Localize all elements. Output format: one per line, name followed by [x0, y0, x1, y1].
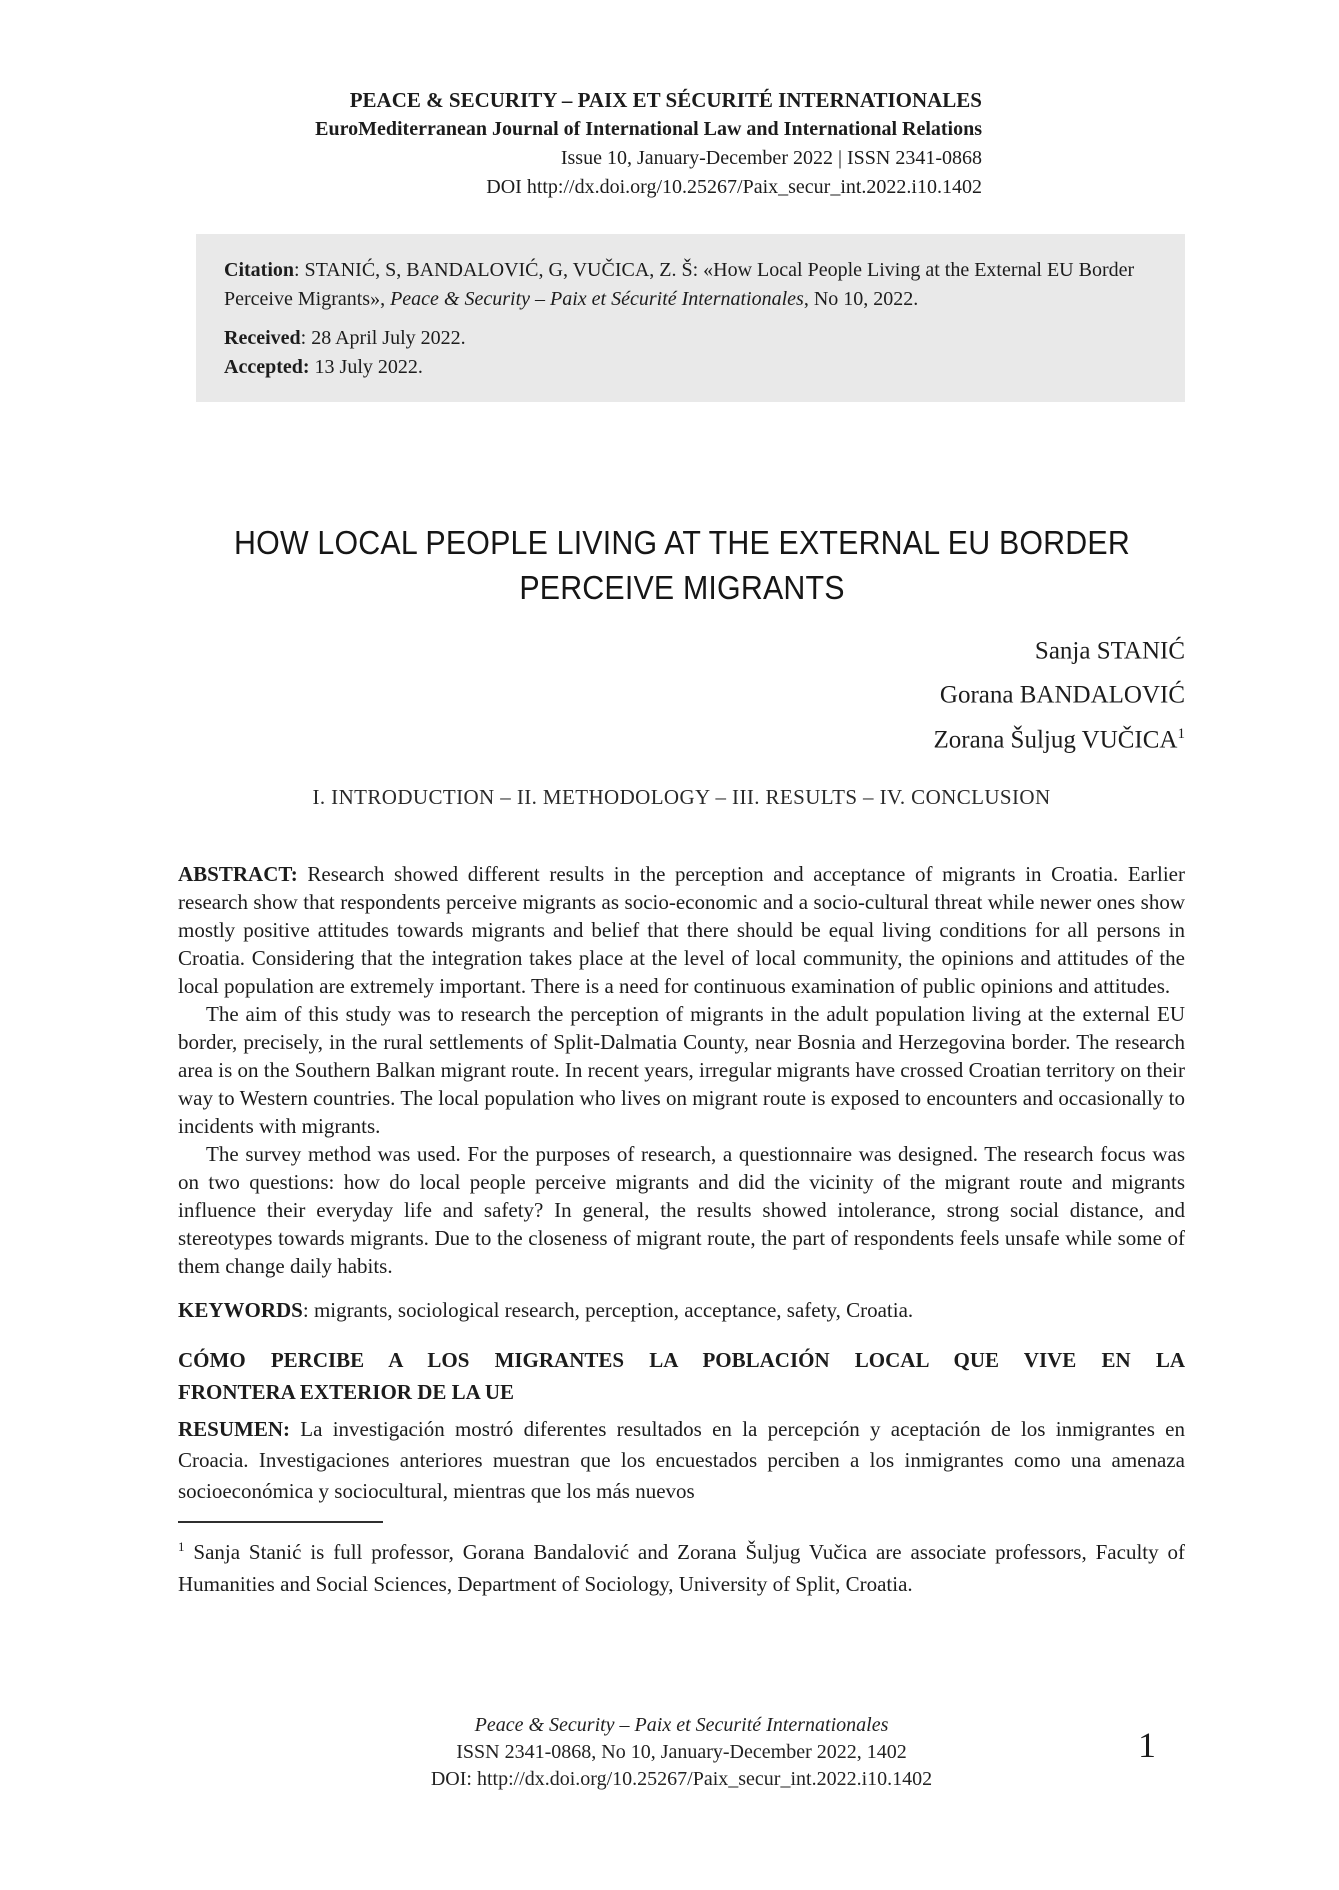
author-name: Zorana Šuljug VUČICA	[933, 725, 1178, 753]
abstract-section	[178, 860, 1185, 1324]
footnote-separator	[178, 1521, 383, 1523]
footnote-text: Sanja Stanić is full professor, Gorana Bandalović and Zorana Šuljug Vučica are associate professors, Faculty of Humanities and Social Sciences, Department of Sociology, University of Split, Croatia.	[178, 1539, 1185, 1596]
accepted-line	[224, 353, 1157, 382]
received-date: : 28 April July 2022.	[300, 327, 466, 349]
author-line	[178, 715, 1185, 759]
citation-text-end: , No 10, 2022.	[803, 288, 919, 310]
author-name: Gorana BANDALOVIĆ	[939, 681, 1185, 709]
journal-subtitle: EuroMediterranean Journal of International Law and International Relations	[315, 118, 982, 140]
keywords-line	[178, 1296, 1185, 1324]
footer-issn-line: ISSN 2341-0868, No 10, January-December 2022, 1402	[456, 1741, 907, 1763]
spanish-title-line-1: CÓMO PERCIBE A LOS MIGRANTES LA POBLACIÓN LOCAL QUE VIVE EN LA	[178, 1347, 1185, 1372]
footnote	[178, 1531, 1185, 1600]
content-column	[178, 0, 1185, 1600]
journal-masthead	[178, 0, 982, 202]
spanish-title	[178, 1344, 1185, 1408]
author-footnote-ref: 1	[1177, 725, 1185, 742]
authors-block	[178, 626, 1185, 759]
abstract-label: ABSTRACT:	[178, 861, 298, 886]
author-name: Sanja STANIĆ	[1034, 637, 1185, 665]
accepted-date: 13 July 2022.	[309, 356, 423, 378]
keywords-label: KEYWORDS	[178, 1297, 303, 1322]
received-label: Received	[224, 327, 301, 349]
page-number: 1	[1138, 1725, 1156, 1765]
received-line	[224, 324, 1157, 353]
abstract-paragraph-2: The aim of this study was to research the perception of migrants in the adult population living at the external EU border, precisely, in the rural settlements of Split-Dalmatia County, near Bosnia and Herzegovina border. The research area is on the Southern Balkan migrant route. In recent years, irregular migrants have crossed Croatian territory on their way to Western countries. The local population who lives on migrant route is exposed to encounters and occasionally to incidents with migrants.	[178, 1001, 1185, 1138]
citation-box	[196, 234, 1185, 402]
resumen-label: RESUMEN:	[178, 1416, 291, 1441]
dates-block	[224, 324, 1157, 382]
issue-info: Issue 10, January-December 2022 | ISSN 2341-0868	[560, 147, 982, 169]
abstract-paragraph	[178, 860, 1185, 1000]
resumen-text: La investigación mostró diferentes resultados en la percepción y aceptación de los inmigrantes en Croacia. Investigaciones anteriores muestran que los encuestados perciben a los inmigrantes como una amenaza socioeconómica y sociocultural, mientras que los más nuevos	[178, 1416, 1185, 1503]
journal-title: PEACE & SECURITY – PAIX ET SÉCURITÉ INTERNATIONALES	[349, 88, 982, 112]
spanish-title-line-2: FRONTERA EXTERIOR DE LA UE	[178, 1379, 515, 1404]
author-line	[178, 626, 1185, 670]
keywords-text: : migrants, sociological research, perception, acceptance, safety, Croatia.	[302, 1297, 914, 1322]
doi-header: DOI http://dx.doi.org/10.25267/Paix_secur_int.2022.i10.1402	[486, 176, 982, 198]
article-title: HOW LOCAL PEOPLE LIVING AT THE EXTERNAL EU BORDER PERCEIVE MIGRANTS	[233, 524, 1130, 606]
citation-label: Citation	[224, 259, 294, 281]
abstract-paragraph-3: The survey method was used. For the purposes of research, a questionnaire was designed. The research focus was on two questions: how do local people perceive migrants and did the vicinity of the migrant route and migrants influence their everyday life and safety? In general, the results showed intolerance, strong social distance, and stereotypes towards migrants. Due to the closeness of migrant route, the part of respondents feels unsafe while some of them change daily habits.	[178, 1141, 1185, 1278]
footer-doi-line: DOI: http://dx.doi.org/10.25267/Paix_secur_int.2022.i10.1402	[430, 1768, 933, 1790]
citation-journal-name: Peace & Security – Paix et Sécurité Internationales	[390, 288, 804, 310]
author-line	[178, 670, 1185, 714]
page-footer	[178, 1712, 1185, 1793]
abstract-text: Research showed different results in the perception and acceptance of migrants in Croatia. Earlier research show that respondents perceive migrants as socio-economic and a socio-cultural threat while newer ones show mostly positive attitudes towards migrants and belief that there should be equal living conditions for all persons in Croatia. Considering that the integration takes place at the level of local community, the opinions and attitudes of the local population are extremely important. There is a need for continuous examination of public opinions and attitudes.	[178, 861, 1185, 998]
resumen-paragraph	[178, 1414, 1185, 1507]
footer-journal-name: Peace & Security – Paix et Securité Internationales	[474, 1714, 889, 1736]
citation-line	[224, 256, 1157, 314]
citation-text: : STANIĆ, S, BANDALOVIĆ, G, VUČICA, Z. Š: «How Local People Living at the External EU Border Perceive Migrants»,	[224, 259, 1135, 310]
section-outline: I. INTRODUCTION – II. METHODOLOGY – III. RESULTS – IV. CONCLUSION	[312, 784, 1051, 809]
accepted-label: Accepted:	[224, 356, 310, 378]
footnote-ref: 1	[178, 1538, 185, 1554]
